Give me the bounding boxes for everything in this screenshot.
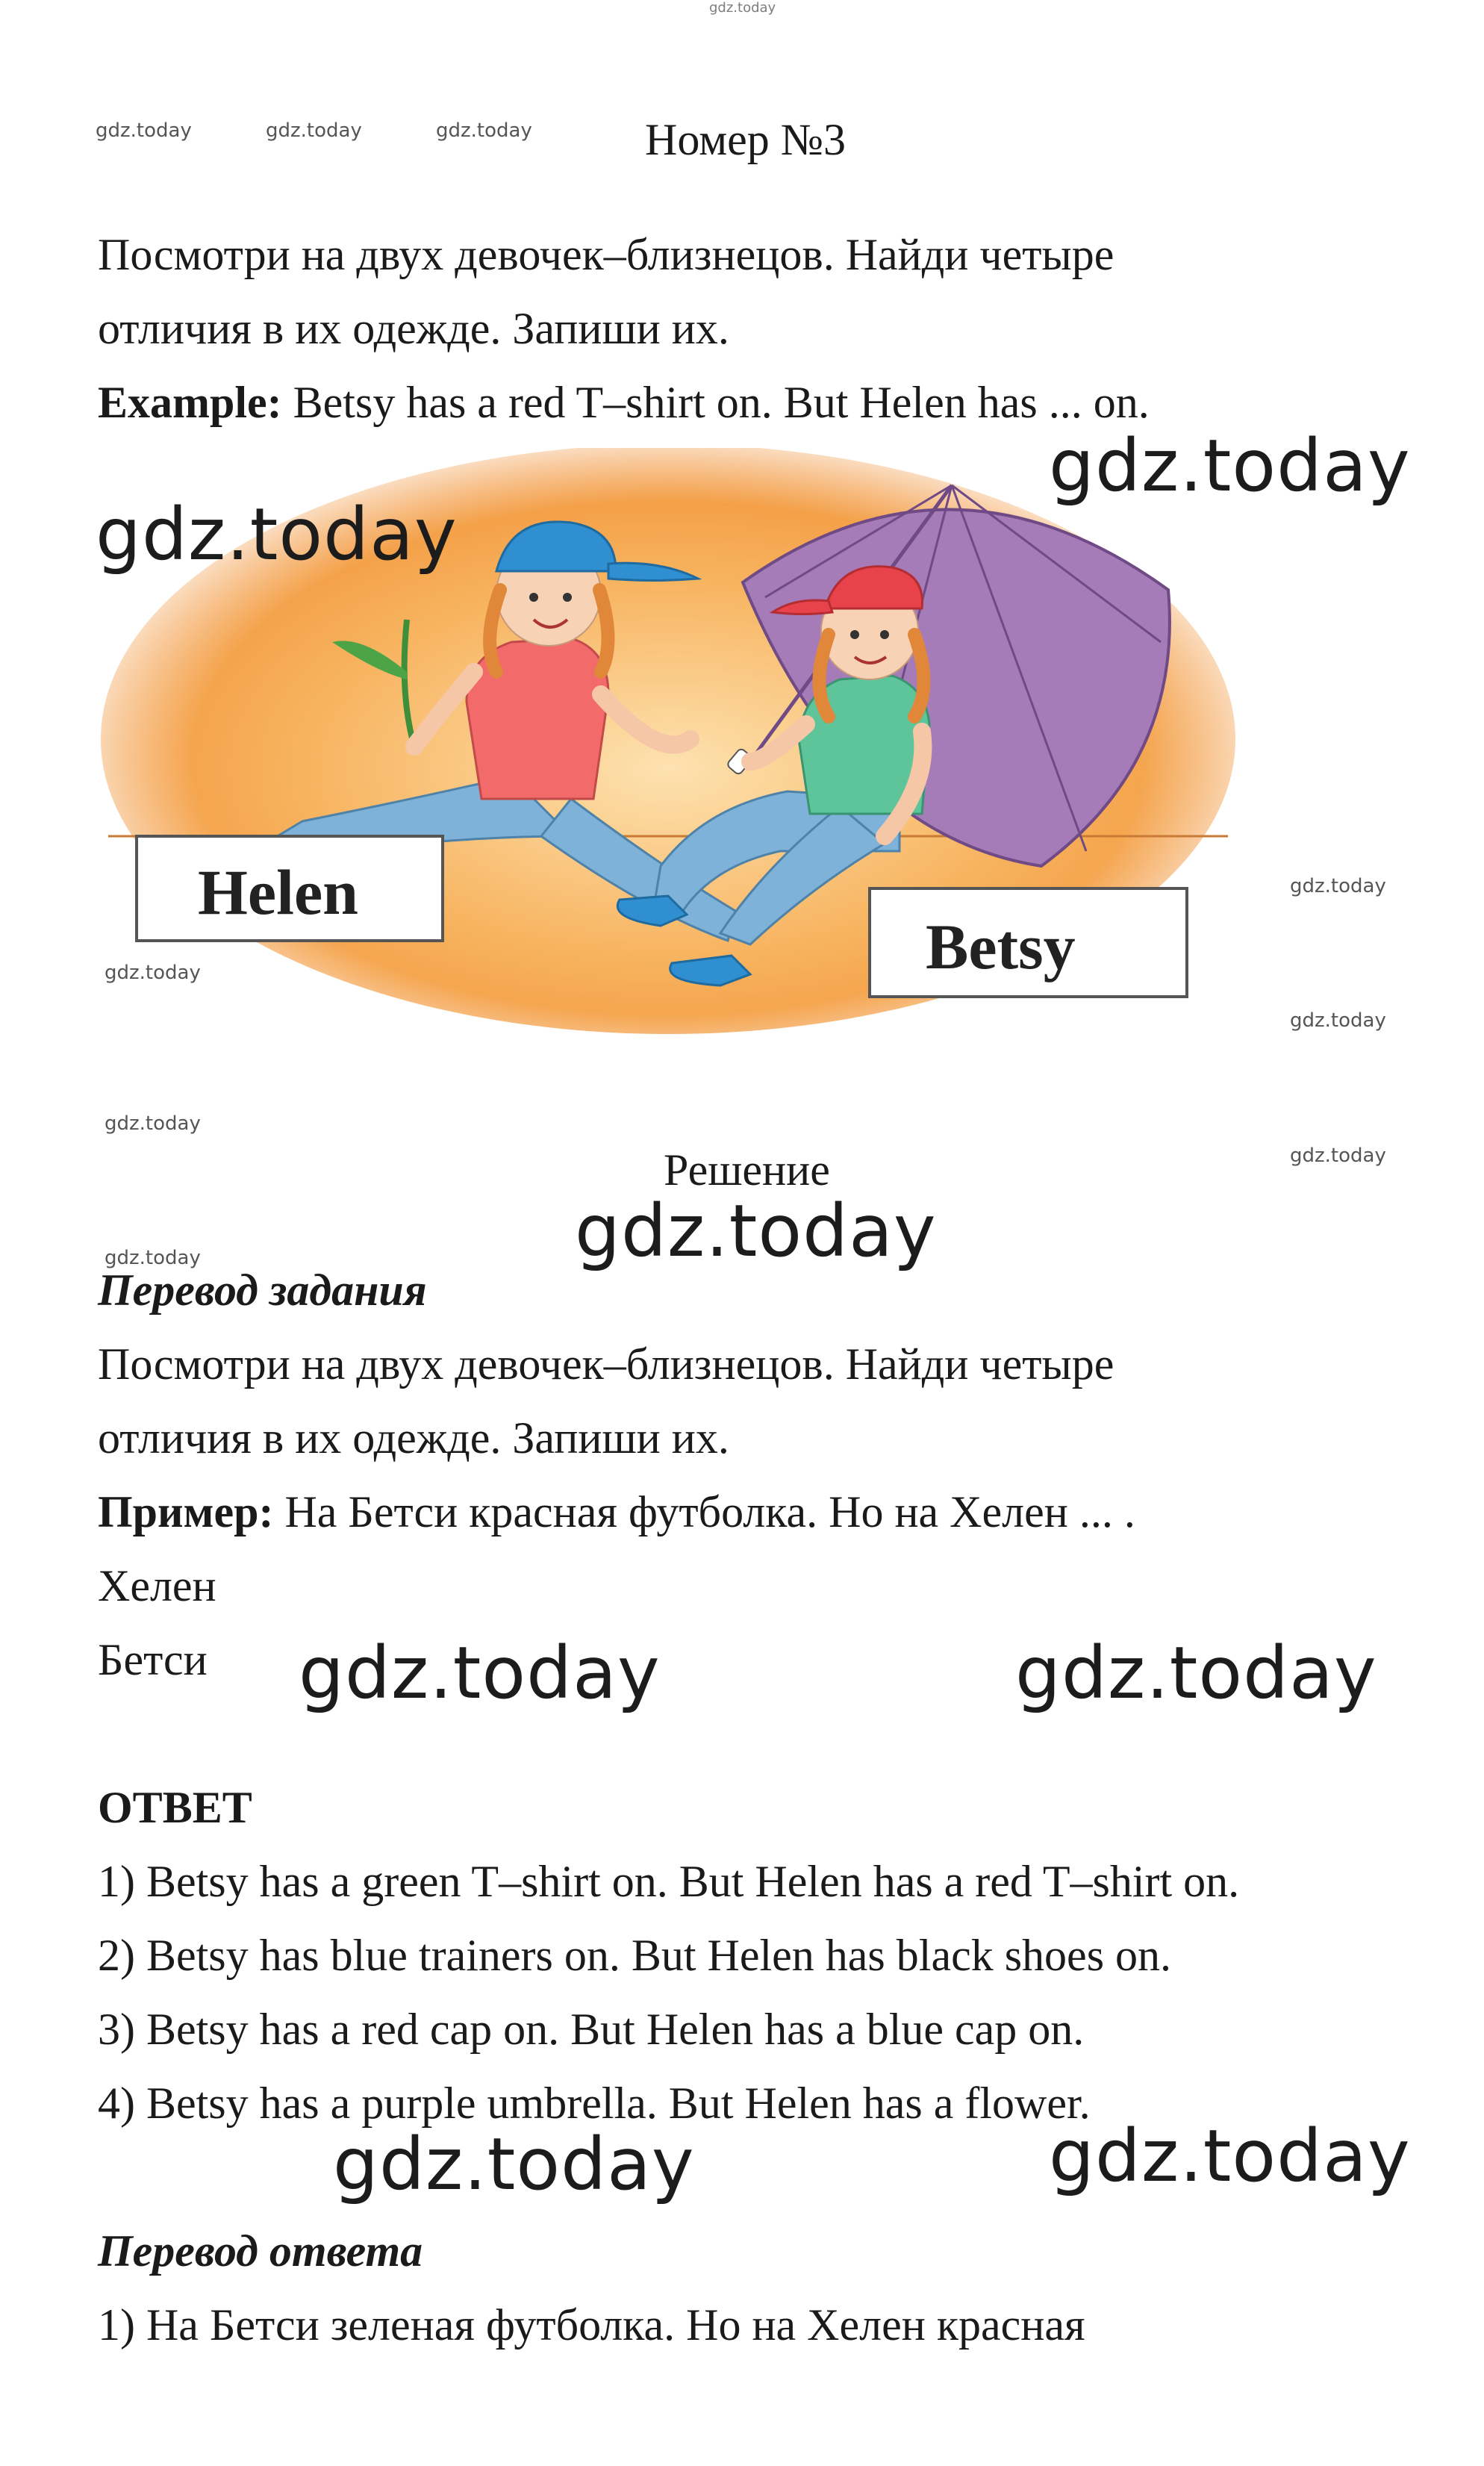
name-helen: Хелен (98, 1561, 216, 1610)
solution-heading: Решение (664, 1145, 830, 1195)
answer-translation-heading: Перевод ответа (98, 2226, 423, 2276)
answer-item-2: 2) Betsy has blue trainers on. But Helen has black shoes on. (98, 1931, 1172, 1980)
task-translation-example (98, 1486, 1135, 1538)
task-translation-line-2: отличия в их одежде. Запиши их. (98, 1413, 729, 1463)
watermark-large: gdz.today (1049, 2114, 1411, 2198)
page-title: Номер №3 (645, 115, 847, 164)
helen-label: Helen (198, 856, 358, 928)
watermark-small: gdz.today (105, 1112, 201, 1135)
task-line-2: отличия в их одежде. Запиши их. (98, 304, 729, 353)
answer-translation-line-1: 1) На Бетси зеленая футболка. Но на Хелен красная (98, 2300, 1085, 2350)
answer-item-3: 3) Betsy has a red cap on. But Helen has a blue cap on. (98, 2005, 1085, 2054)
betsy-label: Betsy (926, 911, 1076, 983)
task-example (98, 376, 1150, 429)
watermark-small: gdz.today (105, 1247, 201, 1269)
watermark-small: gdz.today (1290, 1009, 1386, 1032)
example-label: Example: (98, 378, 282, 427)
watermark-small: gdz.today (105, 962, 201, 984)
translation-example-text: На Бетси красная футболка. Но на Хелен ... . (273, 1487, 1135, 1536)
answer-item-1: 1) Betsy has a green T–shirt on. But Helen has a red T–shirt on. (98, 1857, 1240, 1906)
top-watermark: gdz.today (709, 0, 776, 16)
translation-example-label: Пример: (98, 1487, 274, 1536)
watermark-small: gdz.today (436, 119, 532, 142)
watermark-large: gdz.today (333, 2123, 695, 2206)
answer-item-4: 4) Betsy has a purple umbrella. But Helen has a flower. (98, 2079, 1091, 2128)
task-translation-heading: Перевод задания (98, 1265, 427, 1315)
watermark-small: gdz.today (1290, 875, 1386, 897)
task-translation-line-1: Посмотри на двух девочек–близнецов. Найди четыре (98, 1339, 1114, 1389)
watermark-large: gdz.today (1049, 424, 1411, 508)
name-betsy: Бетси (98, 1635, 208, 1684)
watermark-small: gdz.today (1290, 1145, 1386, 1167)
watermark-small: gdz.today (266, 119, 362, 142)
watermark-large: gdz.today (96, 493, 458, 576)
watermark-large: gdz.today (575, 1189, 937, 1273)
watermark-small: gdz.today (96, 119, 192, 142)
watermark-large: gdz.today (299, 1631, 661, 1715)
example-text: Betsy has a red T–shirt on. But Helen has ... on. (281, 378, 1150, 427)
watermark-large: gdz.today (1015, 1631, 1377, 1715)
answer-heading: ОТВЕТ (98, 1783, 252, 1832)
task-line-1: Посмотри на двух девочек–близнецов. Найди четыре (98, 230, 1114, 279)
